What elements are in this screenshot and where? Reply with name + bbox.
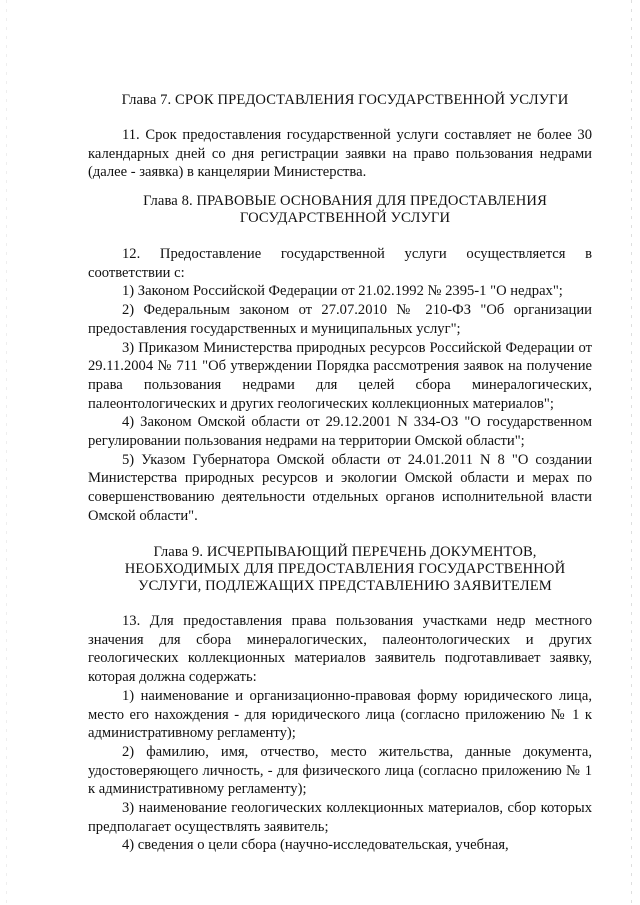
paragraph-13 [88, 612, 592, 855]
paragraph-11 [88, 126, 592, 182]
chapter-7-title: Глава 7. СРОК ПРЕДОСТАВЛЕНИЯ ГОСУДАРСТВЕННОЙ УСЛУГИ [121, 92, 569, 108]
chapter-9-title-line-3: УСЛУГИ, ПОДЛЕЖАЩИХ ПРЕДСТАВЛЕНИЮ ЗАЯВИТЕЛЕМ [138, 578, 552, 594]
paragraph-12-text: 12. Предоставление государственной услуги осуществляется в соответствии с: [88, 246, 592, 281]
list-item: 5) Указом Губернатора Омской области от 24.01.2011 N 8 "О создании Министерства природных ресурсов и экологии Омской области и мерах по совершенствованию деятельности отдельных органов исполнительной власти Омской области". [88, 451, 592, 524]
list-item: 2) фамилию, имя, отчество, место жительства, данные документа, удостоверяющего личность, - для физического лица (согласно приложению № 1 к административному регламенту); [88, 743, 592, 798]
list-item: 4) Законом Омской области от 29.12.2001 N 334-ОЗ "О государственном регулировании пользования недрами на территории Омской области"; [88, 414, 592, 450]
list-item: 3) Приказом Министерства природных ресурсов Российской Федерации от 29.11.2004 № 711 "Об утверждении Порядка рассмотрения заявок на получение права пользования недрами для целей сбора минералогических, палеонтологических и других геологических коллекционных материалов"; [88, 339, 592, 412]
chapter-9-title-line-2: НЕОБХОДИМЫХ ДЛЯ ПРЕДОСТАВЛЕНИЯ ГОСУДАРСТВЕННОЙ [124, 561, 566, 577]
list-item: 2) Федеральным законом от 27.07.2010 № 210-ФЗ "Об организации предоставления государственных и муниципальных услуг"; [88, 302, 592, 337]
chapter-8-title-line-1: Глава 8. ПРАВОВЫЕ ОСНОВАНИЯ ДЛЯ ПРЕДОСТАВЛЕНИЯ [143, 193, 547, 209]
paragraph-11-text: 11. Срок предоставления государственной услуги составляет не более 30 календарных дней со дня регистрации заявки на право пользования недрами (далее - заявка) в канцелярии Министерства. [88, 127, 592, 181]
chapter-8-title-line-2: ГОСУДАРСТВЕННОЙ УСЛУГИ [239, 210, 451, 226]
chapter-9-title-line-1: Глава 9. ИСЧЕРПЫВАЮЩИЙ ПЕРЕЧЕНЬ ДОКУМЕНТОВ, [153, 544, 537, 560]
paragraph-12 [88, 245, 592, 526]
list-item: 4) сведения о цели сбора (научно-исследовательская, учебная, [122, 837, 509, 854]
list-item: 3) наименование геологических коллекционных материалов, сбор которых предполагает осуществлять заявитель; [88, 800, 592, 835]
scan-edge-right [631, 0, 632, 905]
list-item: 1) Законом Российской Федерации от 21.02.1992 № 2395-1 "О недрах"; [122, 283, 563, 300]
paragraph-13-text: 13. Для предоставления права пользования участками недр местного значения для сбора минералогических, палеонтологических и других геологических коллекционных материалов заявитель подготавливает заявку, которая должна содержать: [88, 613, 592, 686]
list-item: 1) наименование и организационно-правовая форму юридического лица, место его нахождения - для юридического лица (согласно приложению № 1 к административному регламенту); [88, 687, 592, 742]
chapter-8-title [80, 193, 610, 227]
scan-edge-left [6, 0, 7, 905]
chapter-9-title [80, 544, 610, 595]
